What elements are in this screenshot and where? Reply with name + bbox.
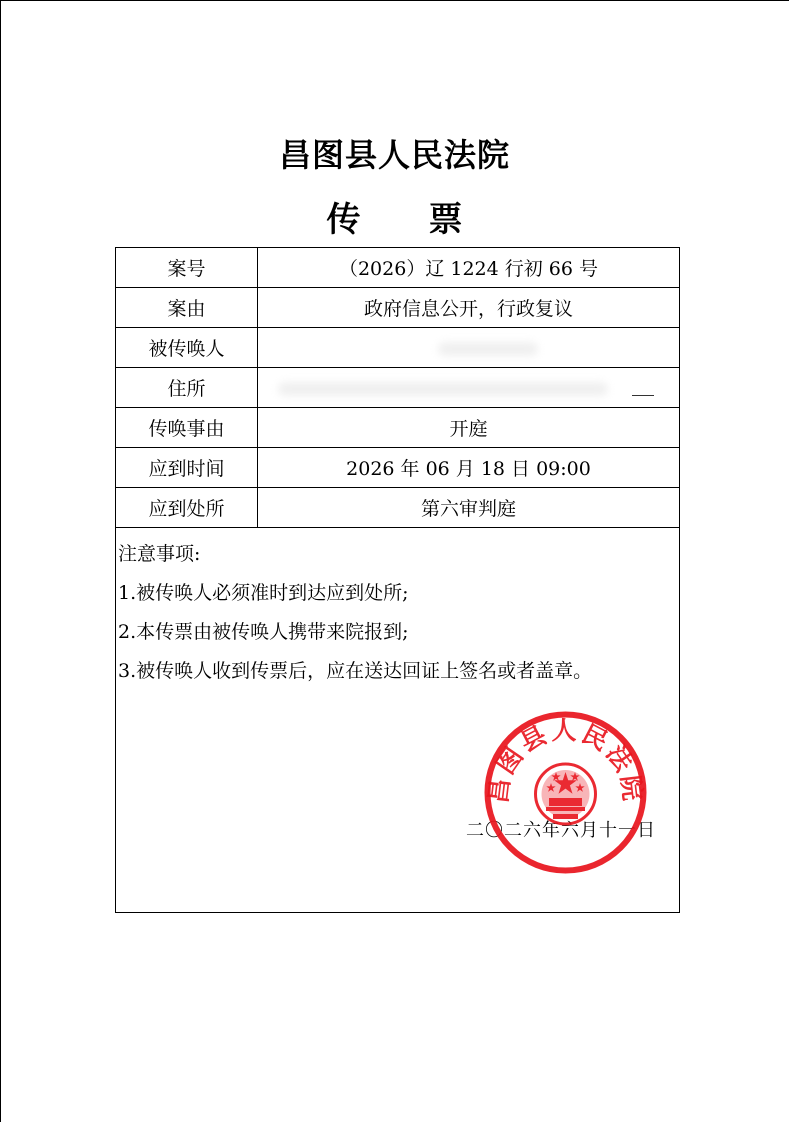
case-number-value: （2026）辽 1224 行初 66 号 <box>338 258 599 280</box>
document-title <box>0 192 789 241</box>
national-emblem-icon <box>536 764 596 824</box>
row-summoned-person <box>116 328 679 368</box>
notes-section <box>118 544 678 700</box>
arrival-place-label: 应到处所 <box>116 488 258 527</box>
address-value <box>258 368 679 407</box>
case-cause-label: 案由 <box>116 288 258 327</box>
address-label: 住所 <box>116 368 258 407</box>
note-item-3: 3.被传唤人收到传票后，应在送达回证上签名或者盖章。 <box>118 660 593 682</box>
note-item-2: 2.本传票由被传唤人携带来院报到; <box>118 621 409 643</box>
case-cause-value: 政府信息公开，行政复议 <box>363 298 573 320</box>
summons-table <box>115 247 680 913</box>
row-address <box>116 368 679 408</box>
note-item-1: 1.被传唤人必须准时到达应到处所; <box>118 582 409 604</box>
row-reason <box>116 408 679 448</box>
row-case-cause <box>116 288 679 328</box>
court-seal-icon <box>483 710 648 875</box>
row-arrival-place <box>116 488 679 528</box>
reason-label: 传唤事由 <box>116 408 258 447</box>
address-dash <box>632 395 654 396</box>
signature-date: 二〇二六年六月十一日 <box>466 820 656 841</box>
redacted-name <box>438 342 538 356</box>
title-char-2: 票 <box>428 200 463 240</box>
reason-value: 开庭 <box>449 418 488 440</box>
summoned-person-value <box>258 328 679 367</box>
arrival-time-label: 应到时间 <box>116 448 258 487</box>
arrival-time-value: 2026 年 06 月 18 日 09:00 <box>346 458 591 480</box>
court-name: 昌图县人民法院 <box>278 136 510 174</box>
notes-heading: 注意事项: <box>118 543 201 565</box>
seal-text: 昌图县人民法院 <box>483 716 648 805</box>
page-border-top <box>0 0 789 1</box>
title-char-1: 传 <box>326 200 361 240</box>
summoned-person-label: 被传唤人 <box>116 328 258 367</box>
row-arrival-time <box>116 448 679 488</box>
case-number-label: 案号 <box>116 248 258 287</box>
arrival-place-value: 第六审判庭 <box>420 498 516 520</box>
redacted-address <box>278 382 608 396</box>
row-case-number <box>116 248 679 288</box>
